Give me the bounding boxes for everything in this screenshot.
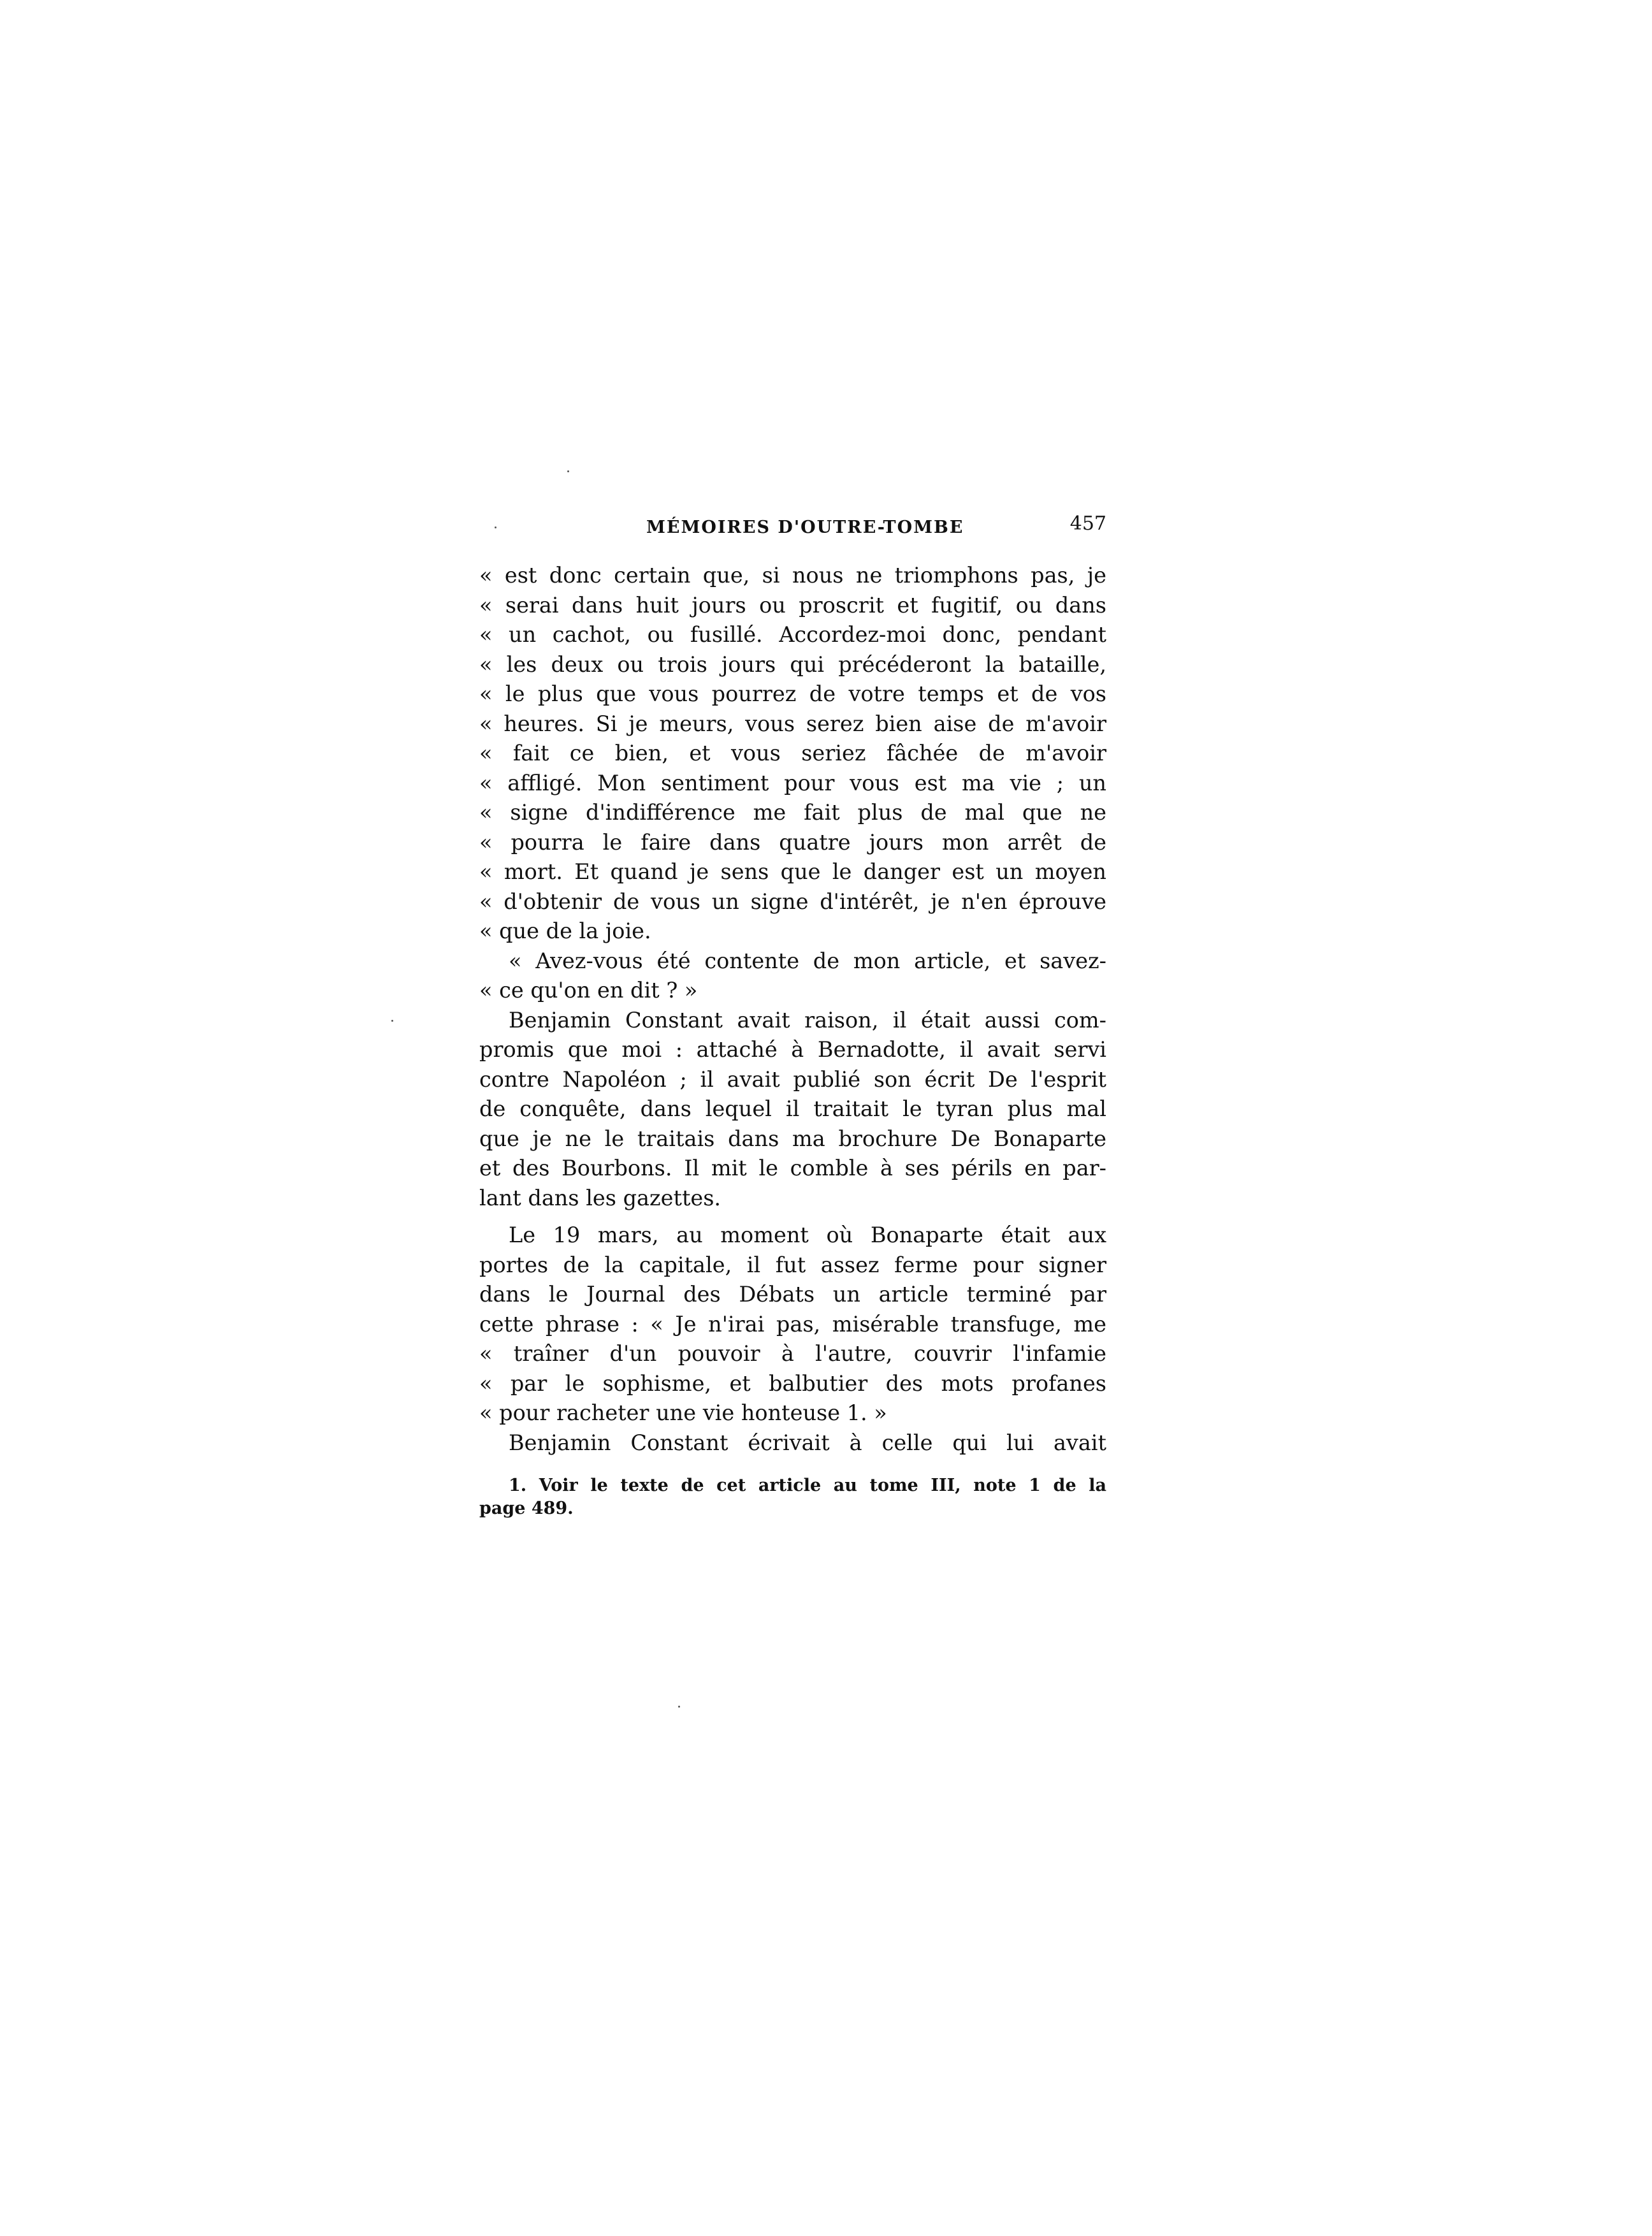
text-line: « traîner d'un pouvoir à l'autre, couvrir l'infamie	[479, 1341, 1106, 1366]
text-line: et des Bourbons. Il mit le comble à ses périls en par-	[479, 1156, 1106, 1180]
text-line: portes de la capitale, il fut assez ferme pour signer	[479, 1252, 1106, 1277]
body-text	[479, 561, 1106, 1458]
text-line: « heures. Si je meurs, vous serez bien aise de m'avoir	[479, 711, 1106, 736]
text-line: « fait ce bien, et vous seriez fâchée de m'avoir	[479, 741, 1106, 766]
footnote-line: page 489.	[479, 1499, 574, 1518]
text-line: « affligé. Mon sentiment pour vous est ma vie ; un	[479, 770, 1106, 795]
text-line: « pour racheter une vie honteuse 1. »	[479, 1400, 887, 1425]
text-line: « par le sophisme, et balbutier des mots profanes	[479, 1370, 1106, 1396]
text-line: lant dans les gazettes.	[479, 1185, 721, 1210]
text-line: Le 19 mars, au moment où Bonaparte était aux	[509, 1223, 1106, 1247]
scan-speck-margin	[391, 1020, 393, 1022]
text-line: « serai dans huit jours ou proscrit et fugitif, ou dans	[479, 592, 1106, 618]
text-line: « Avez-vous été contente de mon article, et savez-	[509, 948, 1106, 973]
text-line: cette phrase : « Je n'irai pas, misérable transfuge, me	[479, 1311, 1106, 1337]
running-title: MÉMOIRES D'OUTRE-TOMBE	[646, 518, 964, 537]
text-line: « ce qu'on en dit ? »	[479, 978, 698, 1003]
text-line: « signe d'indifférence me fait plus de mal que ne	[479, 800, 1106, 825]
text-line: dans le Journal des Débats un article terminé par	[479, 1282, 1106, 1307]
text-line: promis que moi : attaché à Bernadotte, il avait servi	[479, 1037, 1106, 1062]
text-line: « que de la joie.	[479, 918, 651, 943]
text-line: « pourra le faire dans quatre jours mon arrêt de	[479, 829, 1106, 855]
scan-speck-top	[567, 470, 569, 472]
footnote	[479, 1474, 1106, 1520]
text-line: « d'obtenir de vous un signe d'intérêt, je n'en éprouve	[479, 889, 1106, 914]
text-line: que je ne le traitais dans ma brochure De Bonaparte	[479, 1126, 1106, 1151]
book-page	[479, 512, 1106, 1520]
footnote-line: 1. Voir le texte de cet article au tome III, note 1 de la	[509, 1476, 1106, 1495]
text-line: « un cachot, ou fusillé. Accordez-moi donc, pendant	[479, 622, 1106, 647]
page-number: 457	[1069, 512, 1106, 535]
text-line: « le plus que vous pourrez de votre temps et de vos	[479, 681, 1106, 706]
text-line: contre Napoléon ; il avait publié son écrit De l'esprit	[479, 1066, 1106, 1092]
text-line: Benjamin Constant écrivait à celle qui lui avait	[509, 1430, 1106, 1455]
text-line: de conquête, dans lequel il traitait le tyran plus mal	[479, 1096, 1106, 1121]
text-line: « les deux ou trois jours qui précéderont la bataille,	[479, 651, 1106, 677]
scan-speck-bottom	[678, 1706, 680, 1708]
text-line: « est donc certain que, si nous ne triomphons pas, je	[479, 563, 1106, 588]
running-head	[479, 512, 1106, 556]
text-line: « mort. Et quand je sens que le danger est un moyen	[479, 859, 1106, 884]
text-line: Benjamin Constant avait raison, il était aussi com-	[509, 1007, 1106, 1033]
